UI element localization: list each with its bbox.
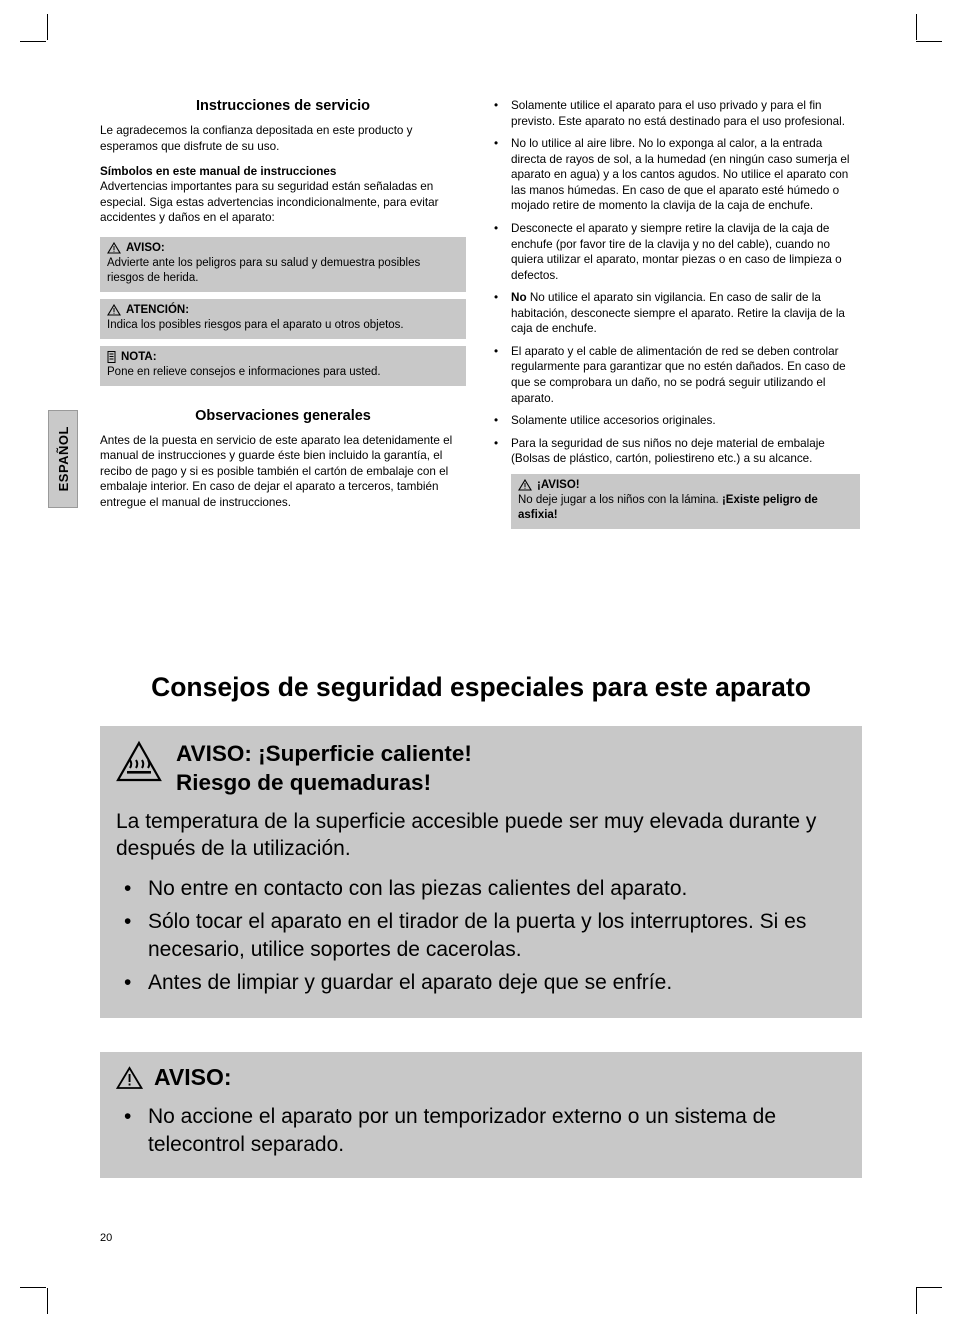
hot-surface-heading	[176, 740, 472, 798]
warning-triangle-icon	[518, 479, 532, 491]
list-item: • Antes de limpiar y guardar el aparato deje que se enfríe.	[116, 969, 846, 997]
language-tab	[48, 410, 78, 508]
warning-triangle-icon	[116, 1066, 143, 1090]
crop-mark	[20, 41, 46, 42]
list-item: • Solamente utilice accesorios originales.	[490, 413, 860, 429]
notice-nota-head	[107, 351, 459, 363]
left-column	[100, 98, 466, 521]
operating-instructions-title: Instrucciones de servicio	[195, 98, 371, 114]
hot-surface-warning-box	[100, 726, 862, 1018]
notice-atencion-title: ATENCIÓN:	[126, 303, 190, 316]
hot-surface-header	[116, 740, 846, 798]
hot-surface-paragraph: La temperatura de la superficie accesible puede ser muy elevada durante y después de la utilización.	[116, 809, 817, 861]
notice-atencion	[100, 299, 466, 339]
page-title: Consejos de seguridad especiales para este aparato	[151, 672, 811, 702]
notice-aviso	[100, 237, 466, 292]
notice-child-text-plain: No deje jugar a los niños con la lámina.	[518, 493, 722, 506]
symbols-heading: Símbolos en este manual de instrucciones	[100, 165, 337, 179]
right-column	[490, 98, 860, 536]
hot-surface-line1: AVISO: ¡Superficie caliente!	[176, 741, 472, 766]
hot-surface-icon	[116, 740, 162, 784]
list-item: • No lo utilice al aire libre. No lo exponga al calor, a la entrada directa de rayos de sol, a la humedad (en ningún caso sumerja el aparato en agua) y a los cantos agudos. No utilice el aparato con las manos húmedas. En caso de que el aparato esté húmedo o mojado retire de momento la clavija de la caja de enchufe.	[490, 136, 860, 214]
notice-aviso-title: AVISO:	[126, 241, 165, 254]
notice-nota-text: Pone en relieve consejos e informaciones para usted.	[107, 365, 381, 378]
list-item: • Para la seguridad de sus niños no deje material de embalaje (Bolsas de plástico, cartón, poliestireno etc.) a su alcance.	[490, 436, 860, 467]
hot-surface-line2: Riesgo de quemaduras!	[176, 769, 432, 795]
notice-nota-title: NOTA:	[121, 350, 157, 363]
list-item: • El aparato y el cable de alimentación de red se deben controlar regularmente para garantizar que no estén dañados. En caso de que se comprobara un daño, no se podrá seguir utilizando el aparato.	[490, 344, 860, 406]
notice-child-head	[518, 479, 853, 491]
general-observations-paragraph: Antes de la puesta en servicio de este aparato lea detenidamente el manual de instrucciones y guarde éste bien incluido la garantía, el recibo de pago y si es posible también el cartón de embalaje con el embalaje interior. En caso de dejar el aparato a terceros, también entregue el manual de instrucciones.	[100, 433, 453, 509]
general-observations-title: Observaciones generales	[195, 407, 371, 424]
warning-triangle-icon	[107, 304, 121, 316]
external-timer-warning-box	[100, 1052, 862, 1178]
notice-aviso-text: Advierte ante los peligros para su salud y demuestra posibles riesgos de herida.	[107, 256, 421, 284]
notice-atencion-text: Indica los posibles riesgos para el aparato u otros objetos.	[107, 318, 404, 331]
safety-bullet-list	[490, 98, 860, 467]
list-item: • Desconecte el aparato y siempre retire la clavija de la caja de enchufe (por favor tire de la clavija y no del cable), cuando no quiera utilizar el aparato, montar piezas o en caso de limpieza o defectos.	[490, 221, 860, 283]
external-timer-header	[116, 1064, 846, 1091]
hot-surface-list	[116, 875, 846, 997]
notice-child-text-bold: ¡Existe peligro de asfixia!	[518, 493, 818, 521]
list-item: • Solamente utilice el aparato para el uso privado y para el fin previsto. Este aparato no está destinado para el uso profesional.	[490, 98, 860, 129]
external-timer-title: AVISO:	[154, 1064, 232, 1090]
notice-nota	[100, 346, 466, 386]
list-item-bold-prefix: No	[511, 291, 527, 305]
notice-aviso-head	[107, 242, 459, 254]
crop-mark	[47, 14, 48, 40]
list-item: • No accione el aparato por un temporizador externo o un sistema de telecontrol separado.	[116, 1103, 846, 1159]
notice-child-suffocation	[511, 474, 860, 529]
notice-atencion-head	[107, 304, 459, 316]
language-tab-label: ESPAÑOL	[55, 426, 71, 492]
intro-paragraph: Le agradecemos la confianza depositada en este producto y esperamos que disfrute de su uso.	[100, 124, 413, 153]
page-number: 20	[100, 1232, 113, 1244]
list-item: • Sólo tocar el aparato en el tirador de la puerta y los interruptores. Si es necesario, utilice soportes de cacerolas.	[116, 908, 846, 964]
list-item: • No entre en contacto con las piezas calientes del aparato.	[116, 875, 846, 903]
notice-child-title: ¡AVISO!	[537, 478, 580, 491]
crop-mark	[47, 1288, 48, 1314]
crop-mark	[916, 14, 917, 40]
external-timer-list	[116, 1103, 846, 1159]
list-item	[490, 290, 860, 337]
crop-mark	[20, 1287, 46, 1288]
warning-triangle-icon	[107, 242, 121, 254]
crop-mark	[916, 1288, 917, 1314]
list-item-text: No utilice el aparato sin vigilancia. En caso de salir de la habitación, desconecte siempre el aparato. Retire la clavija de la caja de enchufe.	[511, 291, 845, 336]
symbols-paragraph: Advertencias importantes para su seguridad están señaladas en especial. Siga estas advertencias incondicionalmente, para evitar accidentes y daños en el aparato:	[100, 180, 439, 225]
notice-child-text	[518, 493, 853, 523]
crop-mark	[916, 41, 942, 42]
note-icon	[107, 351, 116, 363]
crop-mark	[916, 1287, 942, 1288]
